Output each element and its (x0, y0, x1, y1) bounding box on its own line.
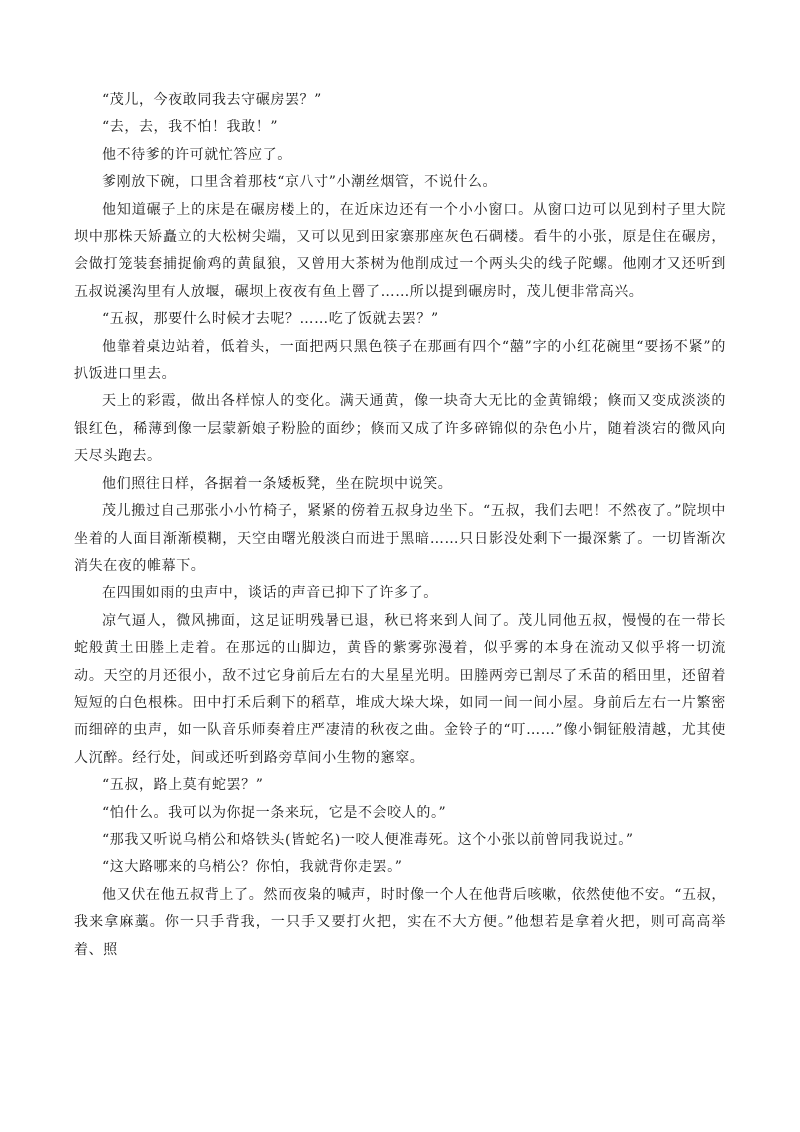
paragraph: 在四围如雨的虫声中，谈话的声音已抑下了许多了。 (102, 585, 438, 602)
paragraph: “怕什么。我可以为你捉一条来玩，它是不会咬人的。” (102, 804, 447, 821)
paragraph: 他又伏在他五叔背上了。然而夜枭的喊声，时时像一个人在他背后咳嗽，依然使他不安。“五叔，我来拿麻藁。你一只手背我，一只手又要打火把，实在不大方便。”他想若是拿着火把，则可高高举着、照 (74, 886, 726, 958)
paragraph: 凉气逼人，微风拂面，这足证明残暑已退，秋已将来到人间了。茂儿同他五叔，慢慢的在一带长蛇般黄土田塍上走着。在那远的山脚边，黄昏的紫雾弥漫着，似乎雾的本身在流动又似乎将一切流动。天空的月还很小，敌不过它身前后左右的大星星光明。田塍两旁已割尽了禾苗的稻田里，还留着短短的白色根株。田中打禾后剩下的稻草，堆成大垛大垛，如同一间一间小屋。身前后左右一片繁密而细碎的虫声，如一队音乐师奏着庄严凄清的秋夜之曲。金铃子的“叮……”像小铜钲般清越，尤其使人沉醉。经行处，间或还听到路旁草间小生物的窸窣。 (74, 612, 726, 766)
paragraph: “去，去，我不怕！我敢！” (102, 119, 279, 136)
paragraph: “这大路哪来的乌梢公？你怕，我就背你走罢。” (102, 859, 403, 876)
paragraph: “五叔，那要什么时候才去呢？……吃了饭就去罢？” (102, 311, 439, 328)
paragraph: 茂儿搬过自己那张小小竹椅子，紧紧的傍着五叔身边坐下。“五叔，我们去吧！不然夜了。”院坝中坐着的人面目渐渐模糊，天空由曙光般淡白而进于黑暗……只日影没处剩下一撮深紫了。一切皆渐次消失在夜的帷幕下。 (74, 503, 726, 574)
paragraph: 他知道碾子上的床是在碾房楼上的，在近床边还有一个小小窗口。从窗口边可以见到村子里大院坝中那株天矫矗立的大松树尖端，又可以见到田家寨那座灰色石碉楼。看牛的小张，原是住在碾房，会做打笼装套捕捉偷鸡的黄鼠狼，又曾用大茶树为他削成过一个两头尖的线子陀螺。他刚才又还听到五叔说溪沟里有人放堰，碾坝上夜夜有鱼上罾了……所以提到碾房时，茂儿便非常高兴。 (74, 201, 726, 300)
document-body (74, 87, 726, 964)
paragraph: 他们照往日样，各据着一条矮板凳，坐在院坝中说笑。 (102, 475, 453, 492)
paragraph: 他不待爹的许可就忙答应了。 (102, 146, 292, 163)
paragraph: “那我又听说乌梢公和烙铁头(皆蛇名)一咬人便准毒死。这个小张以前曾同我说过。” (102, 831, 634, 848)
paragraph: 天上的彩霞，做出各样惊人的变化。满天通黄，像一块奇大无比的金黄锦缎；倏而又变成淡淡的银红色，稀薄到像一层蒙新娘子粉脸的面纱；倏而又成了许多碎锦似的杂色小片，随着淡宕的微风向天尽头跑去。 (74, 393, 726, 465)
paragraph: “茂儿，今夜敢同我去守碾房罢？” (102, 92, 322, 108)
paragraph: 他靠着桌边站着，低着头，一面把两只黑色筷子在那画有四个“囍”字的小红花碗里“要扬不紧”的扒饭进口里去。 (74, 338, 726, 383)
paragraph: 爹刚放下碗，口里含着那枝“京八寸”小潮丝烟管，不说什么。 (102, 174, 498, 191)
paragraph: “五叔，路上莫有蛇罢？” (102, 777, 264, 794)
